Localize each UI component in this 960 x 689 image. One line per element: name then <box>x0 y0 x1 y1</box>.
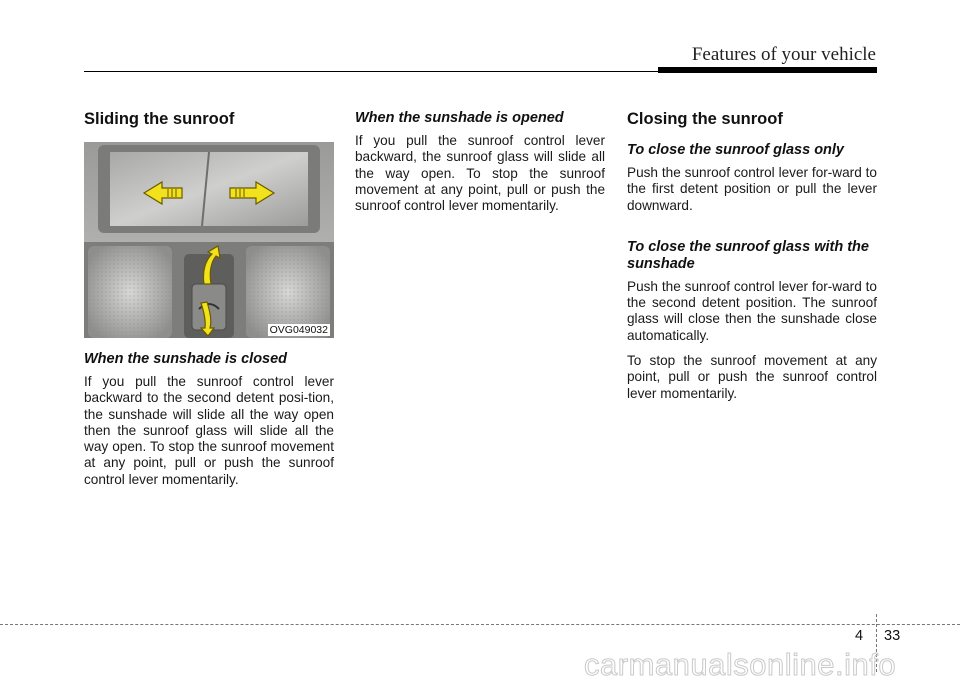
column-left <box>84 110 334 497</box>
running-header: Features of your vehicle <box>691 44 876 65</box>
sunroof-illustration <box>84 142 334 338</box>
paragraph-sunshade-opened: If you pull the sunroof control lever backward, the sunroof glass will slide all the way open. To stop the sunroof movement at any point, pull or push the sunroof control lever momentarily. <box>355 133 605 214</box>
watermark-text: carmanualsonline.info <box>584 647 897 682</box>
paragraph-glass-with-sunshade: Push the sunroof control lever for-ward to the second detent position. The sunroof glass will close then the sunshade close automatically. <box>627 278 877 343</box>
section-heading-sliding: Sliding the sunroof <box>84 110 235 128</box>
subheading-sunshade-opened: When the sunshade is opened <box>355 110 564 126</box>
paragraph-sunshade-closed: If you pull the sunroof control lever backward to the second detent posi-tion, the sunshade will slide all the way open then the sunroof glass will slide all the way open. To stop the sunroof movement at any point, pull or push the sunroof control lever momentarily. <box>84 374 334 487</box>
footer-rule <box>0 624 960 625</box>
image-code-label: OVG049032 <box>269 324 328 336</box>
header-rule-bold <box>658 67 877 73</box>
subheading-glass-with-sunshade: To close the sunroof glass with the sunshade <box>627 238 869 272</box>
subheading-glass-only: To close the sunroof glass only <box>627 142 844 158</box>
chapter-number: 4 <box>855 628 864 644</box>
paragraph-stop-movement: To stop the sunroof movement at any point, pull or push the sunroof control lever momentarily. <box>627 353 877 401</box>
column-right <box>627 110 877 411</box>
sunroof-console-photo <box>84 142 334 338</box>
paragraph-glass-only: Push the sunroof control lever for-ward to the first detent position or pull the lever downward. <box>627 165 877 213</box>
page-number: 33 <box>884 628 901 644</box>
column-middle <box>355 110 605 223</box>
header-rule <box>84 71 660 72</box>
subheading-sunshade-closed: When the sunshade is closed <box>84 351 288 367</box>
section-heading-closing: Closing the sunroof <box>627 110 783 128</box>
